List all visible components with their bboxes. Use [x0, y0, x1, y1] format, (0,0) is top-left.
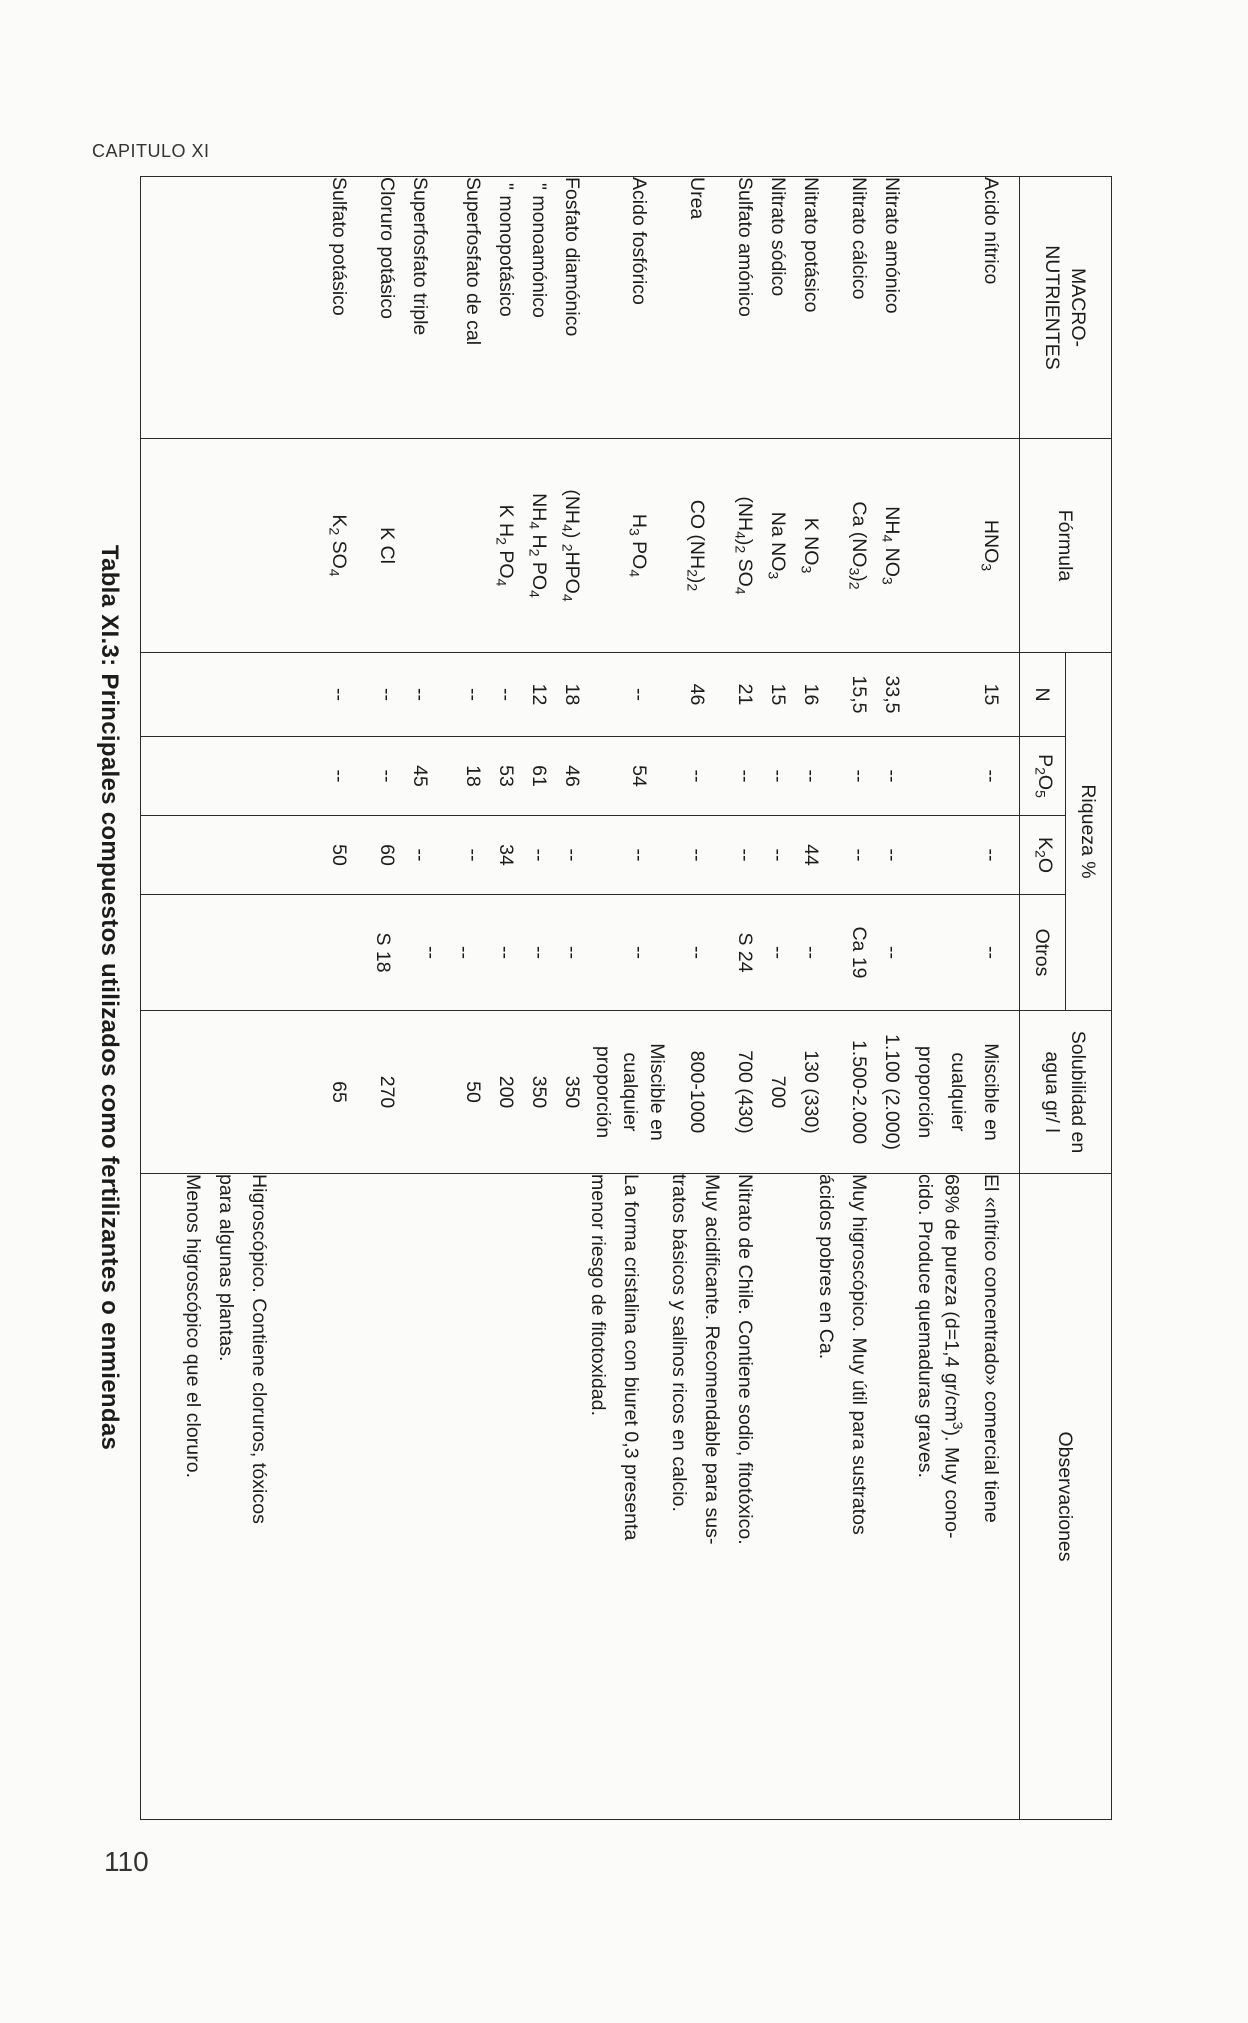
formula-cell: $K_2$ $SO_4$	[326, 514, 350, 577]
formula-cell: K $NO_3$	[798, 517, 822, 574]
name-cell: " monopotásico	[495, 183, 517, 317]
n-cell: 12	[528, 683, 550, 706]
name-cell: Sulfato amónico	[734, 177, 756, 317]
header-n: N	[1020, 653, 1066, 737]
fertilizer-table	[140, 176, 1112, 1820]
n-cell: 15	[767, 683, 789, 706]
otros-cell: --	[420, 946, 442, 959]
k2o-cell: 44	[800, 844, 822, 866]
formula-cell: $NH_4$ $NO_3$	[879, 506, 903, 585]
solubilidad-cell: Miscible en cualquier proporción	[592, 1043, 668, 1141]
solubilidad-cell: 700 (430)	[734, 1050, 756, 1134]
chapter-label: CAPITULO XI	[92, 141, 210, 161]
solubilidad-cell: 350	[528, 1075, 550, 1109]
p2o5-cell: --	[980, 769, 1002, 783]
formula-cell: Na $NO_3$	[765, 511, 789, 580]
solubilidad-cell: 200	[495, 1075, 517, 1109]
name-cell: " monoamónico	[528, 183, 550, 318]
solubilidad-cell: 130 (330)	[800, 1050, 822, 1134]
n-cell: 15	[980, 683, 1002, 706]
page-number: 110	[104, 1846, 149, 1877]
name-cell: Cloruro potásico	[376, 177, 398, 319]
formula-cell: $(NH_4)$ $_2HPO_4$	[559, 489, 583, 602]
n-cell: 33,5	[881, 675, 903, 714]
otros-cell: --	[800, 946, 822, 959]
name-cell: Acido nítrico	[980, 177, 1002, 285]
k2o-cell: --	[767, 848, 789, 862]
k2o-cell: --	[528, 848, 550, 862]
n-cell: --	[628, 688, 650, 701]
header-p2o5: $P_2O_5$	[1020, 737, 1066, 816]
k2o-cell: --	[980, 848, 1002, 862]
k2o-cell: --	[734, 848, 756, 862]
name-cell: Fosfato diamónico	[561, 177, 583, 337]
header-macronutrientes: MACRO- NUTRIENTES	[1020, 177, 1112, 439]
formula-cell: K Cl	[376, 527, 398, 564]
formula-cell: K $H_2$ $PO_4$	[493, 504, 517, 587]
n-cell: 15,5	[848, 675, 870, 714]
column-macronutrientes	[141, 177, 1020, 439]
otros-cell: --	[628, 946, 650, 959]
n-cell: 21	[734, 683, 756, 706]
column-solubilidad	[141, 1011, 1020, 1174]
formula-cell: CO $(NH_2)_2$	[684, 499, 708, 592]
otros-cell: --	[453, 946, 475, 959]
otros-cell: --	[980, 946, 1002, 959]
solubilidad-cell: Miscible en cualquier proporción	[914, 1043, 1002, 1141]
otros-cell: --	[767, 946, 789, 959]
header-k2o: $K_2O$	[1020, 816, 1066, 895]
n-cell: 18	[561, 683, 583, 706]
otros-cell: Ca 19	[848, 926, 870, 979]
p2o5-cell: --	[800, 769, 822, 783]
n-cell: --	[328, 688, 350, 701]
otros-cell: S 24	[734, 932, 756, 973]
p2o5-cell: --	[376, 769, 398, 783]
p2o5-cell: --	[881, 769, 903, 783]
header-solubilidad: Solubilidad en agua gr/ l	[1020, 1011, 1112, 1174]
formula-cell: $H_3$ $PO_4$	[626, 513, 650, 578]
p2o5-cell: 61	[528, 765, 550, 787]
observacion-cell: Muy higroscópico. Muy útil para sustratos ácidos pobres en Ca.	[815, 1174, 870, 1535]
k2o-cell: --	[686, 848, 708, 862]
formula-cell: Ca $(NO_3)_2$	[846, 501, 870, 590]
k2o-cell: --	[628, 848, 650, 862]
name-cell: Urea	[686, 177, 708, 220]
n-cell: 46	[686, 683, 708, 706]
observacion-cell: Menos higroscópico que el cloruro.	[182, 1174, 204, 1479]
p2o5-cell: --	[686, 769, 708, 783]
name-cell: Nitrato potásico	[800, 177, 822, 313]
otros-cell: --	[561, 946, 583, 959]
k2o-cell: --	[462, 848, 484, 862]
observacion-cell: Nitrato de Chile. Contiene sodio, fitotóxico.	[734, 1174, 756, 1545]
solubilidad-cell: 50	[462, 1081, 484, 1103]
p2o5-cell: --	[767, 769, 789, 783]
solubilidad-cell: 1.100 (2.000)	[881, 1033, 903, 1150]
otros-cell: --	[494, 946, 516, 959]
k2o-cell: --	[561, 848, 583, 862]
name-cell: Acido fosfórico	[628, 177, 650, 305]
observacion-cell: El «nítrico concentrado» comercial tiene 68% de pureza (d=1,4 $gr/cm^3$). Muy cono- cido. Produce quemaduras graves.	[914, 1174, 1002, 1539]
column-n	[141, 653, 1020, 737]
p2o5-cell: 54	[628, 765, 650, 787]
column-p2o5	[141, 737, 1020, 816]
otros-cell: --	[686, 946, 708, 959]
formula-cell: $NH_4$ $H_2$ $PO_4$	[526, 493, 550, 598]
name-cell: Superfosfato de cal	[462, 177, 484, 346]
formula-cell: $(NH_4)_2$ $SO_4$	[732, 496, 756, 595]
rotated-table-stage	[96, 176, 1112, 1819]
k2o-cell: 50	[328, 844, 350, 866]
n-cell: --	[462, 688, 484, 701]
p2o5-cell: --	[328, 769, 350, 783]
k2o-cell: --	[848, 848, 870, 862]
solubilidad-cell: 270	[376, 1075, 398, 1109]
p2o5-cell: 46	[561, 765, 583, 787]
name-cell: Nitrato sódico	[767, 177, 789, 297]
solubilidad-cell: 350	[561, 1075, 583, 1109]
observacion-cell: Muy acidificante. Recomendable para sus- tratos básicos y salinos ricos en calcio.	[668, 1174, 723, 1545]
table-title: Tabla XI.3: Principales compuestos utilizados como fertilizantes o enmiendas	[96, 544, 123, 1451]
p2o5-cell: 53	[495, 765, 517, 787]
n-cell: --	[495, 688, 517, 701]
k2o-cell: 34	[495, 844, 517, 866]
otros-cell: S 18	[372, 932, 394, 973]
k2o-cell: --	[409, 848, 431, 862]
header-observaciones: Observaciones	[1020, 1174, 1112, 1820]
otros-cell: --	[528, 946, 550, 959]
name-cell: Nitrato amónico	[881, 177, 903, 314]
otros-cell: --	[881, 946, 903, 959]
header-riqueza: Riqueza %	[1066, 653, 1112, 1011]
n-cell: 16	[800, 683, 822, 706]
column-observaciones	[141, 1174, 1020, 1820]
observacion-cell: La forma cristalina con biuret 0,3 presenta menor riesgo de fitotoxidad.	[587, 1174, 642, 1541]
observacion-cell: Higroscópico. Contiene cloruros, tóxicos para algunas plantas.	[215, 1174, 270, 1524]
k2o-cell: --	[881, 848, 903, 862]
name-cell: Superfosfato triple	[409, 177, 431, 336]
column-k2o	[141, 816, 1020, 895]
p2o5-cell: --	[734, 769, 756, 783]
solubilidad-cell: 700	[767, 1075, 789, 1109]
n-cell: --	[409, 688, 431, 701]
p2o5-cell: 18	[462, 765, 484, 787]
k2o-cell: 60	[376, 844, 398, 866]
p2o5-cell: --	[848, 769, 870, 783]
header-otros: Otros	[1020, 895, 1066, 1011]
name-cell: Nitrato cálcico	[848, 177, 870, 300]
solubilidad-cell: 65	[328, 1081, 350, 1103]
p2o5-cell: 45	[409, 765, 431, 787]
solubilidad-cell: 1.500-2.000	[848, 1039, 870, 1145]
formula-cell: $HNO_3$	[978, 519, 1002, 572]
column-otros	[141, 895, 1020, 1011]
name-cell: Sulfato potásico	[328, 177, 350, 316]
header-formula: Fórmula	[1020, 439, 1112, 653]
solubilidad-cell: 800-1000	[686, 1050, 708, 1134]
column-formula	[141, 439, 1020, 653]
n-cell: --	[376, 688, 398, 701]
